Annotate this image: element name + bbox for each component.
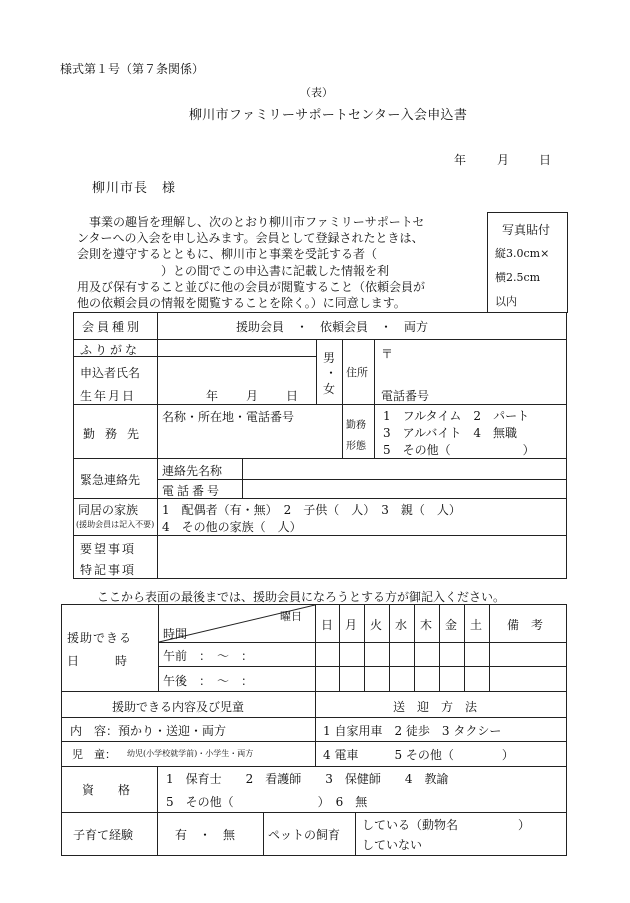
applicant-name-field[interactable] bbox=[160, 358, 314, 382]
schedule-row-label: 援助できる bbox=[67, 631, 133, 645]
qualifications-line-2[interactable]: 5 その他（ ） 6 無 bbox=[166, 795, 368, 809]
photo-size-1: 縦3.0cm× bbox=[495, 247, 550, 260]
gender-female[interactable]: 女 bbox=[323, 382, 336, 396]
form-number: 様式第１号（第７条関係） bbox=[60, 62, 205, 76]
phone-label: 電話番号 bbox=[381, 389, 430, 403]
day-header: 火 bbox=[370, 618, 383, 632]
schedule-row-label-2: 日 時 bbox=[67, 654, 128, 668]
notes-header: 備 考 bbox=[507, 618, 544, 632]
pets-yes[interactable]: している（動物名 ） bbox=[362, 818, 531, 832]
family-note: (援助会員は記入不要) bbox=[76, 520, 155, 529]
date-month: 月 bbox=[497, 153, 510, 167]
emergency-label: 緊急連絡先 bbox=[80, 473, 141, 487]
birth-day: 日 bbox=[286, 389, 299, 403]
applicant-name-label: 申込者氏名 bbox=[80, 366, 141, 380]
pets-no[interactable]: していない bbox=[362, 838, 423, 852]
emergency-name-field[interactable] bbox=[245, 461, 563, 477]
gender-male[interactable]: 男 bbox=[323, 351, 336, 365]
birthdate-label: 生年月日 bbox=[80, 389, 137, 403]
day-header: 日 bbox=[321, 618, 334, 632]
emergency-name-label: 連絡先名称 bbox=[162, 464, 223, 478]
day-header: 水 bbox=[395, 618, 408, 632]
requests-field[interactable] bbox=[160, 538, 563, 576]
furigana-field[interactable] bbox=[160, 341, 314, 355]
requests-label: 要望事項 bbox=[80, 542, 137, 556]
support-header: 援助できる内容及び児童 bbox=[112, 700, 245, 714]
qualifications-line-1[interactable]: 1 保育士 2 看護師 3 保健師 4 教諭 bbox=[166, 772, 449, 786]
notes-label: 特記事項 bbox=[80, 563, 137, 577]
childcare-label: 子育て経験 bbox=[73, 828, 134, 842]
member-type-options[interactable]: 援助会員 ・ 依頼会員 ・ 両方 bbox=[236, 320, 429, 334]
workplace-info-field[interactable] bbox=[160, 425, 340, 455]
day-header: 木 bbox=[420, 618, 433, 632]
photo-size-3: 以内 bbox=[495, 295, 517, 308]
intro-line: ）との間でこの申込書に記載した情報を利 bbox=[77, 264, 390, 278]
work-type-option[interactable]: 1 フルタイム 2 パート bbox=[383, 409, 530, 423]
day-header: 月 bbox=[345, 618, 358, 632]
intro-line: ンターへの入会を申し込みます。会員として登録されたときは、 bbox=[77, 231, 424, 245]
intro-line: 用及び保有すること並びに他の会員が閲覧すること（依頼会員が bbox=[77, 280, 426, 294]
childcare-options[interactable]: 有 ・ 無 bbox=[175, 828, 236, 842]
family-line-2[interactable]: 4 その他の家族（ 人） bbox=[162, 520, 302, 534]
emergency-phone-field[interactable] bbox=[245, 481, 563, 497]
transport-line-1[interactable]: 1 自家用車 2 徒歩 3 タクシー bbox=[323, 724, 502, 738]
addressee: 柳川市長 様 bbox=[92, 181, 177, 196]
photo-size-2: 横2.5cm bbox=[495, 271, 541, 284]
side-label: （表） bbox=[300, 86, 333, 99]
schedule-corner-top: 曜日 bbox=[280, 610, 302, 623]
member-type-label: 会員種別 bbox=[82, 320, 143, 334]
date-day: 日 bbox=[539, 153, 552, 167]
schedule-corner-bottom: 時間 bbox=[163, 627, 188, 641]
furigana-label: ふりがな bbox=[80, 343, 141, 357]
photo-box[interactable] bbox=[487, 212, 568, 313]
support-child-options[interactable]: 幼児(小学校就学前)・小学生・両方 bbox=[127, 749, 254, 758]
day-header: 土 bbox=[470, 618, 483, 632]
workplace-label: 勤務先 bbox=[83, 427, 150, 441]
family-line-1[interactable]: 1 配偶者（有・無） 2 子供（ 人） 3 親（ 人） bbox=[162, 503, 461, 517]
pm-time-field[interactable]: 午後 ： 〜 ： bbox=[163, 674, 254, 688]
qualifications-label: 資格 bbox=[82, 783, 155, 797]
work-type-label-2: 形態 bbox=[346, 441, 366, 452]
am-time-field[interactable]: 午前 ： 〜 ： bbox=[163, 649, 254, 663]
workplace-info-label: 名称・所在地・電話番号 bbox=[162, 410, 295, 424]
postal-mark[interactable]: 〒 bbox=[381, 347, 394, 361]
support-content[interactable]: 内 容：預かり・送迎・両方 bbox=[70, 724, 227, 738]
intro-line: 他の依頼会員の情報を閲覧することを除く。）に同意します。 bbox=[77, 296, 406, 310]
emergency-phone-label: 電話番号 bbox=[162, 484, 223, 498]
photo-title: 写真貼付 bbox=[502, 223, 551, 237]
date-year: 年 bbox=[454, 153, 467, 167]
gender-dot: ・ bbox=[325, 366, 338, 380]
intro-line: 事業の趣旨を理解し、次のとおり柳川市ファミリーサポートセ bbox=[77, 215, 425, 229]
transport-header: 送 迎 方 法 bbox=[393, 700, 478, 714]
pets-label: ペットの飼育 bbox=[268, 828, 341, 842]
birth-month: 月 bbox=[246, 389, 259, 403]
address-label: 住所 bbox=[346, 366, 368, 379]
transport-line-2[interactable]: 4 電車 5 その他（ ） bbox=[323, 748, 514, 762]
family-label: 同居の家族 bbox=[78, 503, 139, 517]
birth-year: 年 bbox=[206, 389, 219, 403]
intro-line: 会則を遵守するとともに、柳川市と事業を受託する者（ bbox=[77, 247, 378, 261]
work-type-label-1: 勤務 bbox=[346, 420, 366, 431]
page-title: 柳川市ファミリーサポートセンター入会申込書 bbox=[189, 108, 468, 123]
day-header: 金 bbox=[445, 618, 458, 632]
support-child-label: 児 童： bbox=[72, 748, 116, 761]
birthdate-field[interactable] bbox=[160, 384, 314, 402]
work-type-option[interactable]: 3 アルバイト 4 無職 bbox=[383, 426, 517, 440]
helper-notice: ここから表面の最後までは、援助会員になろうとする方が御記入ください。 bbox=[97, 590, 506, 604]
work-type-option[interactable]: 5 その他（ ） bbox=[383, 443, 535, 457]
